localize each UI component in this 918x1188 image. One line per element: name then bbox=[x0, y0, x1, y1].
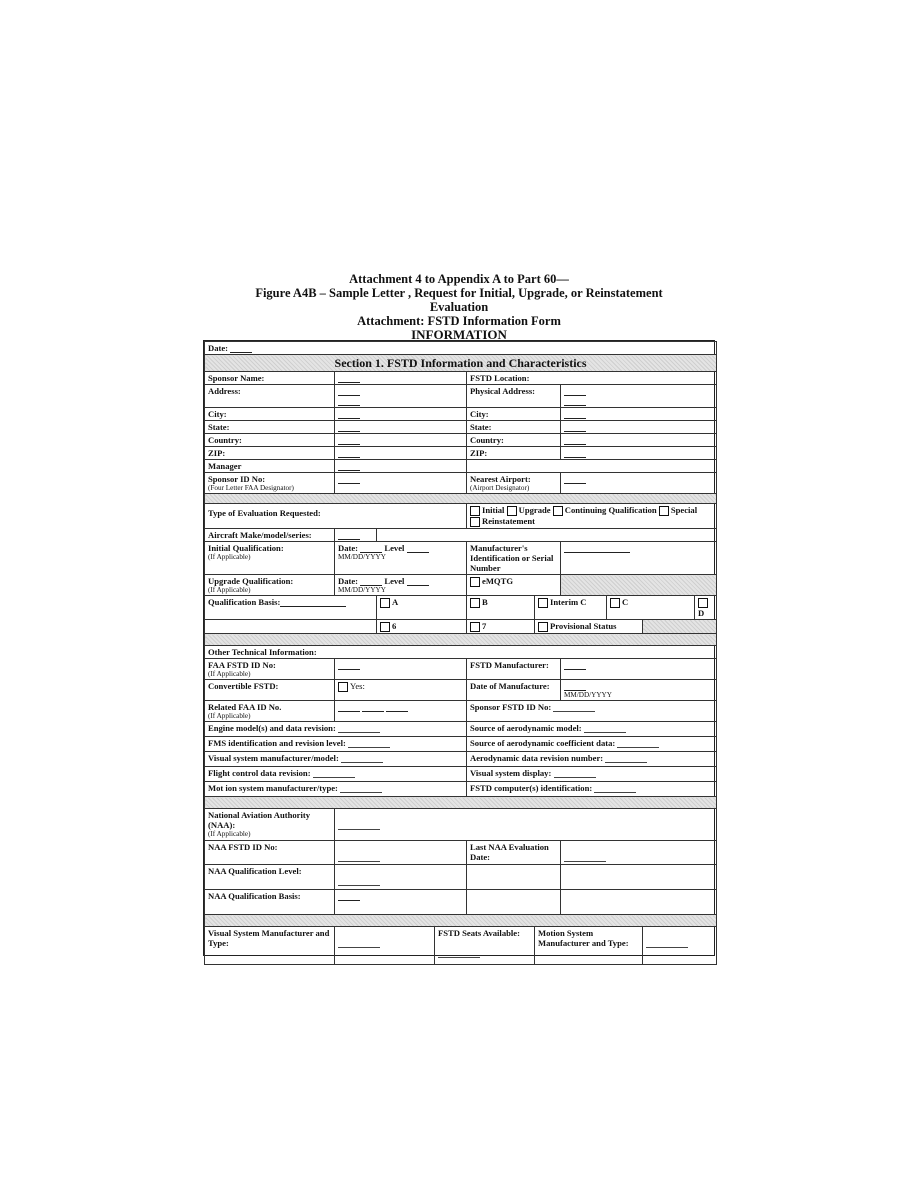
flight-control-field[interactable] bbox=[313, 769, 355, 778]
header-line-5: INFORMATION bbox=[411, 327, 507, 342]
aircraft-field[interactable] bbox=[338, 531, 360, 540]
faa-fstd-if-applicable: (If Applicable) bbox=[208, 670, 251, 679]
upgrade-qualification-label: Upgrade Qualification: bbox=[208, 576, 294, 587]
aero-coeff-field[interactable] bbox=[617, 739, 659, 748]
sponsor-name-label: Sponsor Name: bbox=[205, 372, 335, 385]
manager-field[interactable] bbox=[338, 462, 360, 471]
naa-basis-label: NAA Qualification Basis: bbox=[205, 890, 335, 915]
fstd-manufacturer-field[interactable] bbox=[564, 661, 586, 670]
checkbox-interim-c[interactable] bbox=[538, 598, 548, 608]
manufacturer-id-field[interactable] bbox=[564, 544, 630, 553]
nearest-airport-label: Nearest Airport: bbox=[470, 474, 531, 484]
option-interim-c: Interim C bbox=[550, 597, 587, 608]
initial-date-field[interactable] bbox=[360, 544, 382, 553]
zip-label-2: ZIP: bbox=[467, 447, 561, 460]
naa-fstd-id-label: NAA FSTD ID No: bbox=[205, 841, 335, 865]
visual-display-field[interactable] bbox=[554, 769, 596, 778]
option-reinstatement: Reinstatement bbox=[482, 516, 535, 527]
sponsor-name-field[interactable] bbox=[338, 374, 360, 383]
address-field-1[interactable] bbox=[338, 387, 360, 396]
header-line-2: Figure A4B – Sample Letter , Request for Initial, Upgrade, or Reinstatement bbox=[255, 286, 663, 300]
document-header bbox=[0, 272, 918, 342]
physical-address-field-2[interactable] bbox=[564, 397, 586, 406]
fstd-seats-field[interactable] bbox=[438, 949, 480, 958]
type-evaluation-label: Type of Evaluation Requested: bbox=[205, 504, 467, 529]
upgrade-date-field[interactable] bbox=[360, 577, 382, 586]
option-d: D bbox=[698, 608, 705, 619]
country-field[interactable] bbox=[338, 436, 360, 445]
naa-fstd-id-field[interactable] bbox=[338, 853, 380, 862]
checkbox-convertible-yes[interactable] bbox=[338, 682, 348, 692]
fstd-manufacturer-label: FSTD Manufacturer: bbox=[467, 659, 561, 680]
city-label-2: City: bbox=[467, 408, 561, 421]
upgrade-date-label: Date: bbox=[338, 576, 359, 587]
zip-field-2[interactable] bbox=[564, 449, 586, 458]
option-a: A bbox=[392, 597, 399, 608]
related-faa-field-1[interactable] bbox=[338, 703, 360, 712]
address-field-2[interactable] bbox=[338, 397, 360, 406]
option-continuing: Continuing Qualification bbox=[564, 505, 657, 515]
checkbox-7[interactable] bbox=[470, 622, 480, 632]
sponsor-id-note: (Four Letter FAA Designator) bbox=[208, 484, 294, 492]
sponsor-id-field[interactable] bbox=[338, 475, 360, 484]
section1-title: Section 1. FSTD Information and Characteristics bbox=[205, 355, 717, 372]
fstd-computer-label: FSTD computer(s) identification: bbox=[470, 783, 593, 794]
convertible-fstd-label: Convertible FSTD: bbox=[205, 680, 335, 701]
checkbox-6[interactable] bbox=[380, 622, 390, 632]
sponsor-id-label: Sponsor ID No: bbox=[208, 474, 266, 484]
date-field[interactable] bbox=[230, 344, 252, 353]
sponsor-fstd-id-label: Sponsor FSTD ID No: bbox=[470, 702, 552, 713]
checkbox-reinstatement[interactable] bbox=[470, 517, 480, 527]
motion-mfr-label: Mot ion system manufacturer/type: bbox=[208, 783, 338, 794]
naa-level-field[interactable] bbox=[338, 877, 380, 886]
aircraft-label: Aircraft Make/model/series: bbox=[205, 529, 335, 542]
naa-if-applicable: (If Applicable) bbox=[208, 830, 251, 839]
checkbox-emqtg[interactable] bbox=[470, 577, 480, 587]
checkbox-d[interactable] bbox=[698, 598, 708, 608]
visual-mfr-field[interactable] bbox=[341, 754, 383, 763]
related-faa-if-applicable: (If Applicable) bbox=[208, 712, 251, 721]
manager-label: Manager bbox=[205, 460, 335, 473]
visual-mfr-label: Visual system manufacturer/model: bbox=[208, 753, 339, 764]
visual-sys-mfr-type-field[interactable] bbox=[338, 939, 380, 948]
option-c: C bbox=[622, 597, 629, 608]
motion-sys-mfr-type-field[interactable] bbox=[646, 939, 688, 948]
visual-sys-mfr-type-label: Visual System Manufacturer and Type: bbox=[205, 927, 335, 965]
qualification-basis-label: Qualification Basis: bbox=[208, 597, 281, 608]
checkbox-c[interactable] bbox=[610, 598, 620, 608]
initial-if-applicable: (If Applicable) bbox=[208, 553, 251, 562]
initial-level-label: Level bbox=[384, 543, 405, 554]
nearest-airport-field[interactable] bbox=[564, 475, 586, 484]
option-initial: Initial bbox=[482, 505, 505, 515]
zip-label: ZIP: bbox=[205, 447, 335, 460]
upgrade-if-applicable: (If Applicable) bbox=[208, 586, 251, 595]
state-field-2[interactable] bbox=[564, 423, 586, 432]
date-row bbox=[205, 342, 717, 355]
related-faa-field-3[interactable] bbox=[386, 703, 408, 712]
manufacture-date-format: MM/DD/YYYY bbox=[564, 691, 612, 700]
upgrade-date-format: MM/DD/YYYY bbox=[338, 586, 386, 595]
option-b: B bbox=[482, 597, 488, 608]
physical-address-label: Physical Address: bbox=[467, 385, 561, 408]
upgrade-level-field[interactable] bbox=[407, 577, 429, 586]
option-special: Special bbox=[670, 505, 698, 515]
shaded-divider-1 bbox=[205, 494, 717, 504]
form-table bbox=[204, 341, 717, 965]
fstd-computer-field[interactable] bbox=[594, 784, 636, 793]
faa-fstd-id-field[interactable] bbox=[338, 661, 360, 670]
initial-level-field[interactable] bbox=[407, 544, 429, 553]
last-naa-field[interactable] bbox=[564, 853, 606, 862]
fstd-seats-label: FSTD Seats Available: bbox=[438, 928, 520, 939]
option-provisional: Provisional Status bbox=[550, 621, 617, 632]
header-line-3: Evaluation bbox=[429, 300, 489, 314]
header-line-1: Attachment 4 to Appendix A to Part 60— bbox=[349, 272, 569, 286]
date-label: Date: bbox=[208, 343, 229, 353]
country-label-2: Country: bbox=[467, 434, 561, 447]
aero-rev-label: Aerodynamic data revision number: bbox=[470, 753, 604, 764]
checkbox-upgrade[interactable] bbox=[507, 506, 517, 516]
aero-rev-field[interactable] bbox=[605, 754, 647, 763]
engine-label: Engine model(s) and data revision: bbox=[208, 723, 336, 734]
aero-model-label: Source of aerodynamic model: bbox=[470, 723, 582, 734]
option-upgrade: Upgrade bbox=[518, 505, 551, 515]
manufacturer-id-label: Manufacturer's Identification or Serial Number bbox=[467, 542, 561, 575]
option-6: 6 bbox=[392, 621, 397, 632]
shaded-divider-2 bbox=[205, 634, 717, 646]
fms-field[interactable] bbox=[348, 739, 390, 748]
visual-display-label: Visual system display: bbox=[470, 768, 552, 779]
motion-sys-mfr-type-label: Motion System Manufacturer and Type: bbox=[535, 927, 643, 965]
fstd-information-form bbox=[203, 340, 715, 956]
country-field-2[interactable] bbox=[564, 436, 586, 445]
faa-fstd-id-label: FAA FSTD ID No: bbox=[208, 660, 276, 671]
upgrade-level-label: Level bbox=[384, 576, 405, 587]
emqtg-label: eMQTG bbox=[482, 576, 514, 587]
flight-control-label: Flight control data revision: bbox=[208, 768, 311, 779]
sponsor-fstd-id-field[interactable] bbox=[553, 703, 595, 712]
checkbox-continuing[interactable] bbox=[553, 506, 563, 516]
related-faa-id-label: Related FAA ID No. bbox=[208, 702, 282, 713]
date-manufacture-field[interactable] bbox=[564, 682, 586, 691]
other-technical-label: Other Technical Information: bbox=[205, 646, 717, 659]
aero-model-field[interactable] bbox=[584, 724, 626, 733]
initial-date-label: Date: bbox=[338, 543, 359, 554]
naa-label: National Aviation Authority (NAA): bbox=[208, 810, 311, 831]
state-label: State: bbox=[205, 421, 335, 434]
date-manufacture-label: Date of Manufacture: bbox=[467, 680, 561, 701]
zip-field[interactable] bbox=[338, 449, 360, 458]
checkbox-b[interactable] bbox=[470, 598, 480, 608]
engine-field[interactable] bbox=[338, 724, 380, 733]
related-faa-field-2[interactable] bbox=[362, 703, 384, 712]
qualification-basis-field[interactable] bbox=[280, 598, 346, 607]
option-7: 7 bbox=[482, 621, 487, 632]
checkbox-special[interactable] bbox=[659, 506, 669, 516]
shaded-divider-3 bbox=[205, 797, 717, 809]
state-field[interactable] bbox=[338, 423, 360, 432]
city-field-2[interactable] bbox=[564, 410, 586, 419]
naa-field[interactable] bbox=[338, 821, 380, 830]
shaded-divider-4 bbox=[205, 915, 717, 927]
last-naa-label: Last NAA Evaluation Date: bbox=[467, 841, 561, 865]
state-label-2: State: bbox=[467, 421, 561, 434]
aero-coeff-label: Source of aerodynamic coefficient data: bbox=[470, 738, 616, 749]
fstd-location-label: FSTD Location: bbox=[467, 372, 717, 385]
checkbox-a[interactable] bbox=[380, 598, 390, 608]
initial-qualification-label: Initial Qualification: bbox=[208, 543, 284, 554]
physical-address-field-1[interactable] bbox=[564, 387, 586, 396]
checkbox-provisional[interactable] bbox=[538, 622, 548, 632]
airport-note: (Airport Designator) bbox=[470, 484, 530, 492]
initial-date-format: MM/DD/YYYY bbox=[338, 553, 386, 562]
city-label: City: bbox=[205, 408, 335, 421]
motion-mfr-field[interactable] bbox=[340, 784, 382, 793]
fms-label: FMS identification and revision level: bbox=[208, 738, 346, 749]
naa-basis-field[interactable] bbox=[338, 892, 360, 901]
city-field[interactable] bbox=[338, 410, 360, 419]
naa-level-label: NAA Qualification Level: bbox=[205, 865, 335, 890]
header-line-4: Attachment: FSTD Information Form bbox=[357, 314, 561, 328]
checkbox-initial[interactable] bbox=[470, 506, 480, 516]
convertible-yes-label: Yes: bbox=[350, 681, 365, 692]
address-label: Address: bbox=[205, 385, 335, 408]
country-label: Country: bbox=[205, 434, 335, 447]
